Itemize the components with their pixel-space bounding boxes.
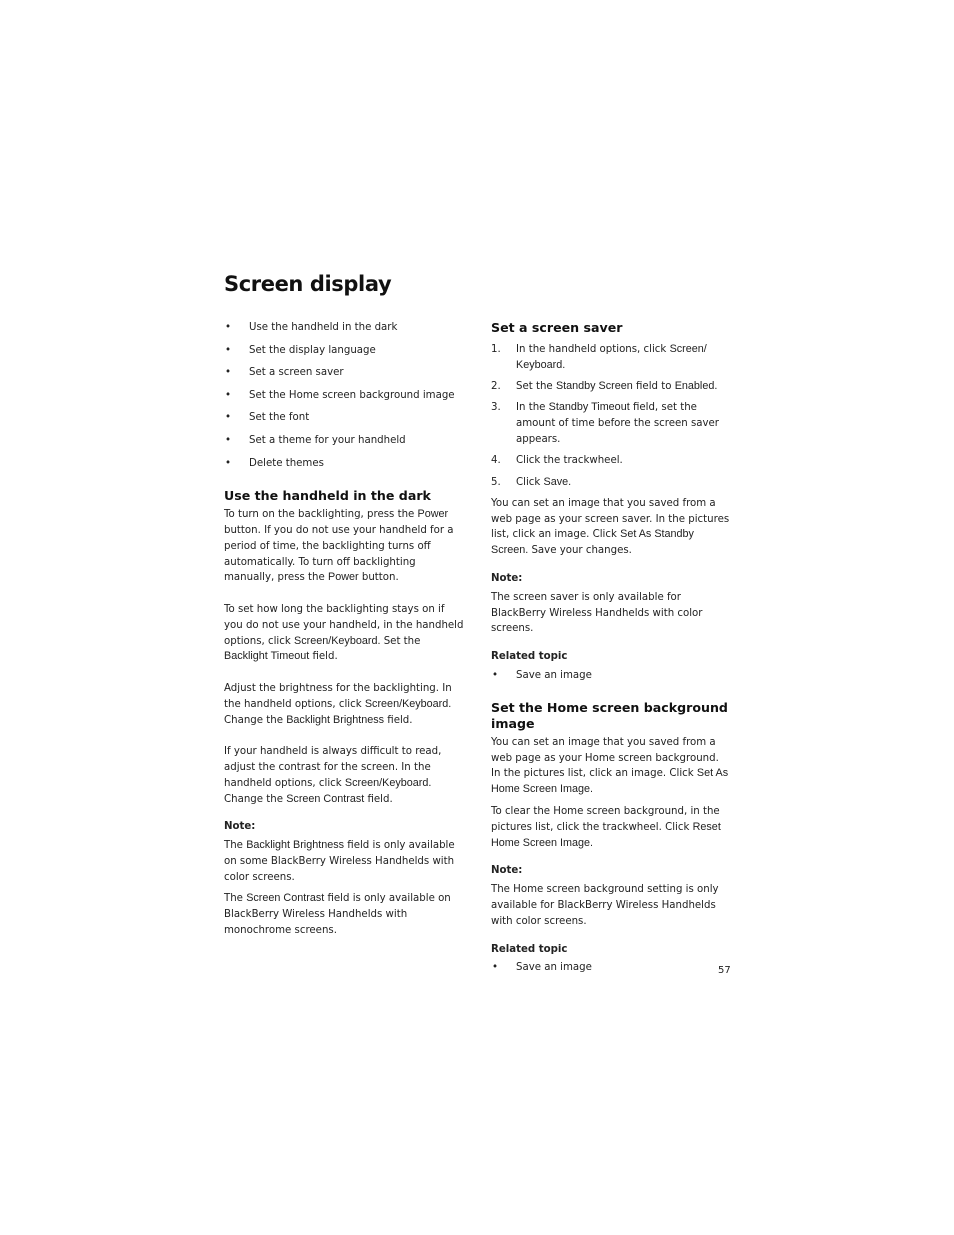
home-heading: Set the Home screen background image	[491, 699, 728, 731]
related-topic-link[interactable]: • Save an image	[491, 668, 731, 684]
related-topic-label: Related topic	[491, 943, 568, 955]
step-item: 4. Click the trackwheel.	[491, 455, 623, 467]
note-text: The Home screen background setting is only available for BlackBerry Wireless Handhelds with color screens.	[491, 884, 719, 927]
step-item: 5. Click Save.	[491, 475, 572, 488]
topic-item[interactable]: • Set the font	[224, 410, 464, 426]
note-text: The Screen Contrast field is only available on BlackBerry Wireless Handhelds with monochrome screens.	[224, 892, 451, 937]
home-paragraph-2: To clear the Home screen background, in the pictures list, click the trackwheel. Click Reset Home Screen Image.	[491, 806, 721, 849]
topic-list	[224, 320, 464, 471]
step-item: 1. In the handheld options, click Screen/ Keyboard.	[491, 343, 707, 371]
topic-item[interactable]: • Set a theme for your handheld	[224, 433, 464, 449]
note-label: Note:	[491, 573, 523, 585]
related-topic-label: Related topic	[491, 651, 568, 663]
right-column	[491, 320, 731, 976]
topic-item[interactable]: • Set the Home screen background image	[224, 388, 464, 404]
left-column	[224, 320, 464, 939]
saver-steps	[491, 342, 731, 490]
page-title: Screen display	[224, 272, 392, 296]
step-item: 3. In the Standby Timeout field, set the amount of time before the screen saver appears.	[491, 401, 719, 445]
note-label: Note:	[491, 865, 523, 877]
dark-paragraph-1: To turn on the backlighting, press the Power button. If you do not use your handheld for a period of time, the backlighting turns off automatically. To turn off backlighting manually, press the Power button.	[224, 508, 454, 584]
topic-item[interactable]: • Use the handheld in the dark	[224, 320, 464, 336]
dark-heading: Use the handheld in the dark	[224, 488, 431, 504]
topic-item[interactable]: • Delete themes	[224, 456, 464, 472]
note-text: The Backlight Brightness field is only available on some BlackBerry Wireless Handhelds with color screens.	[224, 839, 455, 883]
saver-heading: Set a screen saver	[491, 320, 623, 335]
dark-paragraph-3: Adjust the brightness for the backlighting. In the handheld options, click Screen/Keyboard. Change the Backlight Brightness field.	[224, 682, 452, 726]
dark-paragraph-2: To set how long the backlighting stays on if you do not use your handheld, in the handheld options, click Screen/Keyboard. Set the Backlight Timeout field.	[224, 603, 464, 663]
topic-item[interactable]: • Set a screen saver	[224, 365, 464, 381]
dark-paragraph-4: If your handheld is always difficult to read, adjust the contrast for the screen. In the handheld options, click Screen/Keyboard. Change the Screen Contrast field.	[224, 746, 442, 805]
topic-item[interactable]: • Set the display language	[224, 343, 464, 359]
saver-paragraph: You can set an image that you saved from a web page as your screen saver. In the pictures list, click an image. Click Set As Standby Screen. Save your changes.	[491, 497, 730, 557]
note-label: Note:	[224, 821, 256, 833]
related-topic-list	[491, 960, 731, 976]
related-topic-list	[491, 668, 731, 684]
note-text: The screen saver is only available for BlackBerry Wireless Handhelds with color screens.	[491, 591, 703, 635]
page-number: 57	[718, 965, 731, 976]
home-paragraph-1: You can set an image that you saved from a web page as your Home screen background. In the pictures list, click an image. Click Set As Home Screen Image.	[491, 736, 729, 796]
related-topic-link[interactable]: • Save an image	[491, 960, 731, 976]
step-item: 2. Set the Standby Screen field to Enabled.	[491, 380, 718, 393]
